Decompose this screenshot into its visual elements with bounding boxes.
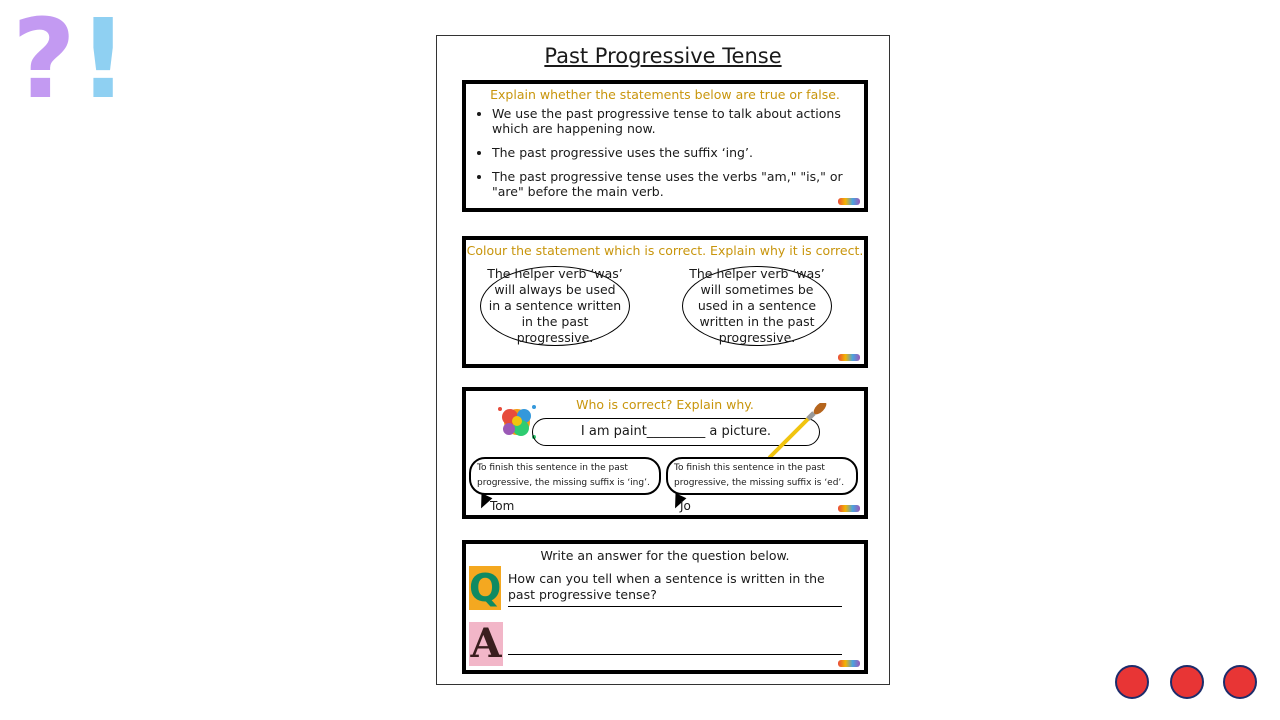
task-prompt: Who is correct? Explain why.: [576, 397, 754, 412]
who-is-correct-task: [462, 387, 868, 519]
speaker-name-jo: Jo: [680, 499, 691, 513]
statement-list: [474, 106, 864, 208]
question-mark-decoration: ?: [12, 0, 76, 123]
task-prompt: Explain whether the statements below are true or false.: [490, 87, 840, 102]
speech-bubble-jo: To finish this sentence in the past progressive, the missing suffix is ‘ed’.: [666, 457, 858, 495]
nav-dot-1-icon[interactable]: [1115, 665, 1149, 699]
exclamation-mark-decoration: !: [78, 0, 129, 123]
a-letter-icon: A: [470, 620, 502, 667]
option-text: The helper verb ‘was’ will sometimes be used in a sentence written in the past progressive.: [689, 266, 825, 345]
worksheet: [436, 35, 890, 685]
sentence-strip: I am paint_________ a picture.: [532, 418, 820, 446]
speaker-name-tom: Tom: [490, 499, 515, 513]
statement-option-sometimes[interactable]: [682, 266, 832, 346]
list-item: • The past progressive tense uses the verbs "am," "is," or "are" before the main verb.: [492, 169, 864, 199]
brand-logo-icon: [838, 198, 860, 205]
q-letter-icon: Q: [469, 566, 502, 610]
task-prompt: Write an answer for the question below.: [540, 548, 790, 563]
question-underline: [508, 606, 842, 607]
nav-dot-2-icon[interactable]: [1170, 665, 1204, 699]
brand-logo-icon: [838, 354, 860, 361]
brand-logo-icon: [838, 660, 860, 667]
write-answer-task: [462, 540, 868, 674]
speech-bubble-tom: To finish this sentence in the past progressive, the missing suffix is ‘ing’.: [469, 457, 661, 495]
list-item: • We use the past progressive tense to talk about actions which are happening now.: [492, 106, 864, 136]
answer-line[interactable]: [508, 654, 842, 655]
task-prompt: Colour the statement which is correct. Explain why it is correct.: [466, 243, 864, 258]
question-text: How can you tell when a sentence is written in the past progressive tense?: [508, 571, 825, 602]
nav-dot-3-icon[interactable]: [1223, 665, 1257, 699]
colour-statement-task: [462, 236, 868, 368]
paintbrush-icon: [764, 403, 830, 463]
option-text: The helper verb ‘was’ will always be used in a sentence written in the past progressive.: [487, 266, 623, 345]
brand-logo-icon: [838, 505, 860, 512]
true-false-task: [462, 80, 868, 212]
page-title: Past Progressive Tense: [544, 44, 782, 68]
statement-option-always[interactable]: [480, 266, 630, 346]
list-item: • The past progressive uses the suffix ‘ing’.: [492, 145, 864, 160]
